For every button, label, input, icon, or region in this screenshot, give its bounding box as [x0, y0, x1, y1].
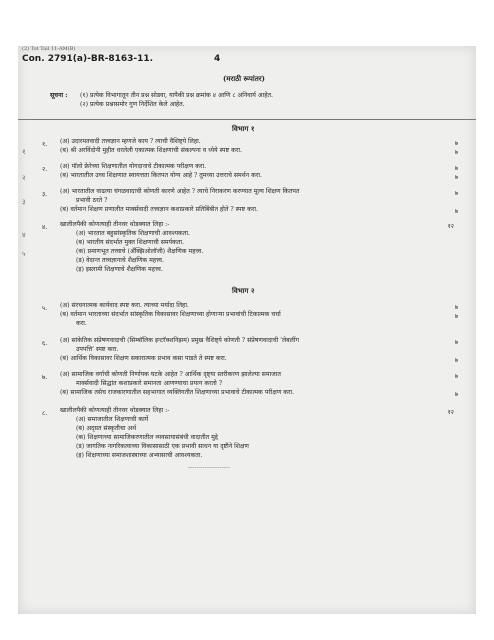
- question-number: ३.: [42, 191, 48, 198]
- marks: ७: [454, 190, 458, 197]
- marks: १२: [447, 409, 454, 416]
- paper-code: Con. 2791(a)-BR-8163-11.: [22, 54, 154, 64]
- question-number: ५.: [42, 305, 48, 312]
- marks: ७: [454, 165, 458, 172]
- question-part: (ब) भारतातील उच्च शिक्षणात स्वायत्तता कितपत योग्य आहे ? तुमच्या उत्तराचे समर्थन करा.: [60, 172, 262, 179]
- section-1-heading: विभाग १: [232, 124, 255, 133]
- list-item: (ब) भारतीय संदर्भात मुक्त शिक्षणाची समर्पकता.: [76, 239, 184, 246]
- margin-mark: १: [22, 148, 26, 156]
- question-number: ८.: [42, 410, 48, 417]
- question-part: (अ) सामाजिक वर्गाची कोणती निर्णायक घटके आहेत ? आर्थिक दृष्ट्या स्तरीकरण झालेल्या समाजात: [60, 371, 281, 378]
- section-2-heading: विभाग २: [232, 286, 255, 295]
- question-part: (अ) भारतातील वाढत्या चंगळवादाची कोणती कारणे आहेत ? त्याचे निराकरण करण्यात मूल्य शिक्षण कितपत: [60, 188, 300, 195]
- marks: ७: [454, 140, 458, 147]
- question-part: (अ) पॉलो फ्रेरेच्या शिक्षणातील योगदानाचे टीकात्मक परीक्षण करा.: [60, 163, 207, 170]
- margin-mark: ३: [22, 198, 26, 206]
- list-item: (ब) अद्य्रत संस्कृतीचा अर्थ: [76, 425, 137, 432]
- end-rule: --------------------: [188, 464, 230, 471]
- question-part: (ब) वर्तमान भारताच्या संदर्भात सांस्कृतिक विकासावर शिक्षणाच्या होणाऱ्या प्रभावांची टिकात्मक चर्चा: [60, 311, 281, 318]
- question-number: १.: [42, 141, 48, 148]
- list-item: (अ) समाजातील शिक्षणाची कार्ये: [76, 416, 149, 423]
- marks: ७: [454, 391, 458, 398]
- list-item: (क) प्रमाणभूत तत्त्वाचे (अँक्झिओलॉजी) शैक्षणिक महत्त्व.: [76, 248, 204, 255]
- list-item: (इ) शिक्षणाच्या समाजशास्त्राच्या अभ्यासाची आवश्यकता.: [76, 452, 203, 459]
- marks: ७: [454, 357, 458, 364]
- margin-mark: ५: [22, 250, 26, 258]
- question-part-continued: प्रभावी ठरते ?: [76, 197, 108, 204]
- divider: [18, 119, 476, 120]
- question-number: २.: [42, 166, 48, 173]
- question-part-continued: मार्क्सवादी सिद्धांत कशाप्रकारे समानता आणण्याचा प्रयत्न करतो ?: [76, 380, 223, 387]
- marks: ७: [454, 174, 458, 181]
- marks: ७: [454, 339, 458, 346]
- margin-mark: ४: [22, 231, 26, 239]
- question-intro: खालीलपैकी कोणत्याही तीनवर थोडक्यात लिहा :-: [60, 407, 170, 414]
- translation-title: (मराठी रूपांतर): [223, 74, 265, 83]
- question-intro: खालीलपैकी कोणत्याही तीनवर थोडक्यात लिहा :-: [60, 221, 170, 228]
- question-part-continued: करा.: [76, 320, 87, 327]
- question-part: (अ) उदारमतवादी तत्त्वज्ञान म्हणजे काय ? त्याची वैशिष्ट्ये लिहा.: [60, 138, 201, 145]
- marks: ७: [454, 373, 458, 380]
- instructions-label: सूचना :: [50, 92, 68, 99]
- list-item: (क) शिक्षणाच्या सामाजिकरणातील व्यवसायासंबंधी वादातीत मुद्दे: [76, 434, 218, 441]
- exam-page: [18, 46, 476, 614]
- question-number: ७.: [42, 374, 48, 381]
- marks: ७: [454, 313, 458, 320]
- question-number: ४.: [42, 224, 48, 231]
- header-stamp: (2) Tot Tail 11-AM(B): [22, 46, 76, 52]
- marks: ७: [454, 208, 458, 215]
- question-part: (ब) सामाजिक तसेच राजकारणातील सहभागात व्यक्तिगतीत शिक्षणाच्या प्रभावाचे टीकात्मक परीक्षण करा.: [60, 389, 295, 396]
- question-part: (अ) सांकेतिक संप्रेषणवादाची (सिम्बॉलिक इन्टरॅक्शनिझम) प्रमुख वैशिष्ट्ये कोणती ? संप्रेषणवादाची 'लेबलींग: [60, 337, 299, 344]
- list-item: (ड) वेदान्त तत्त्वज्ञानाचे शैक्षणिक महत्त्व.: [76, 257, 164, 264]
- list-item: (ड) जागतिक नागरिकत्वाच्या विकासासाठी एक प्रभावी साधन या दृष्टीने शिक्षण: [76, 443, 249, 450]
- question-part: (ब) वर्तमान शिक्षण प्रणालीत मार्क्सवादी तत्त्वज्ञान कशाप्रकारे प्रतिबिंबीत होते ? स्पष्ट करा.: [60, 206, 258, 213]
- question-part: (ब) आर्थिक विकासावर शिक्षण सकारात्मक प्रभाव कसा पाडते ते स्पष्ट करा.: [60, 355, 227, 362]
- margin-mark: २: [22, 174, 26, 182]
- question-part-continued: उपपत्ति' स्पष्ट करा.: [76, 346, 119, 353]
- list-item: (इ) इस्लामी शिक्षणाचे शैक्षणिक महत्त्व.: [76, 266, 163, 273]
- instruction-1: (१) प्रत्येक विभागातून तीन प्रश्न सोडवा, यापैकी प्रश्न क्रमांक ४ आणि ८ अनिवार्य आहेत.: [80, 92, 273, 99]
- marks: ७: [454, 304, 458, 311]
- question-number: ६.: [42, 340, 48, 347]
- list-item: (अ) भारतात बहुसांस्कृतिक शिक्षणाची आवश्यकता.: [76, 230, 190, 237]
- question-part: (अ) संरचनात्मक कार्यवाद स्पष्ट करा. त्याच्या मर्यादा लिहा.: [60, 302, 189, 309]
- marks: ७: [454, 149, 458, 156]
- question-part: (ब) श्री अरविंदोनी मुहीत धरलेली एकात्मक शिक्षणाची संकल्पना व ध्येये स्पष्ट करा.: [60, 147, 242, 154]
- page-number: 4: [214, 54, 221, 64]
- marks: १२: [447, 223, 454, 230]
- instruction-2: (२) प्रत्येक प्रश्नासमोर गुण निर्देशित केले आहेत.: [80, 101, 185, 108]
